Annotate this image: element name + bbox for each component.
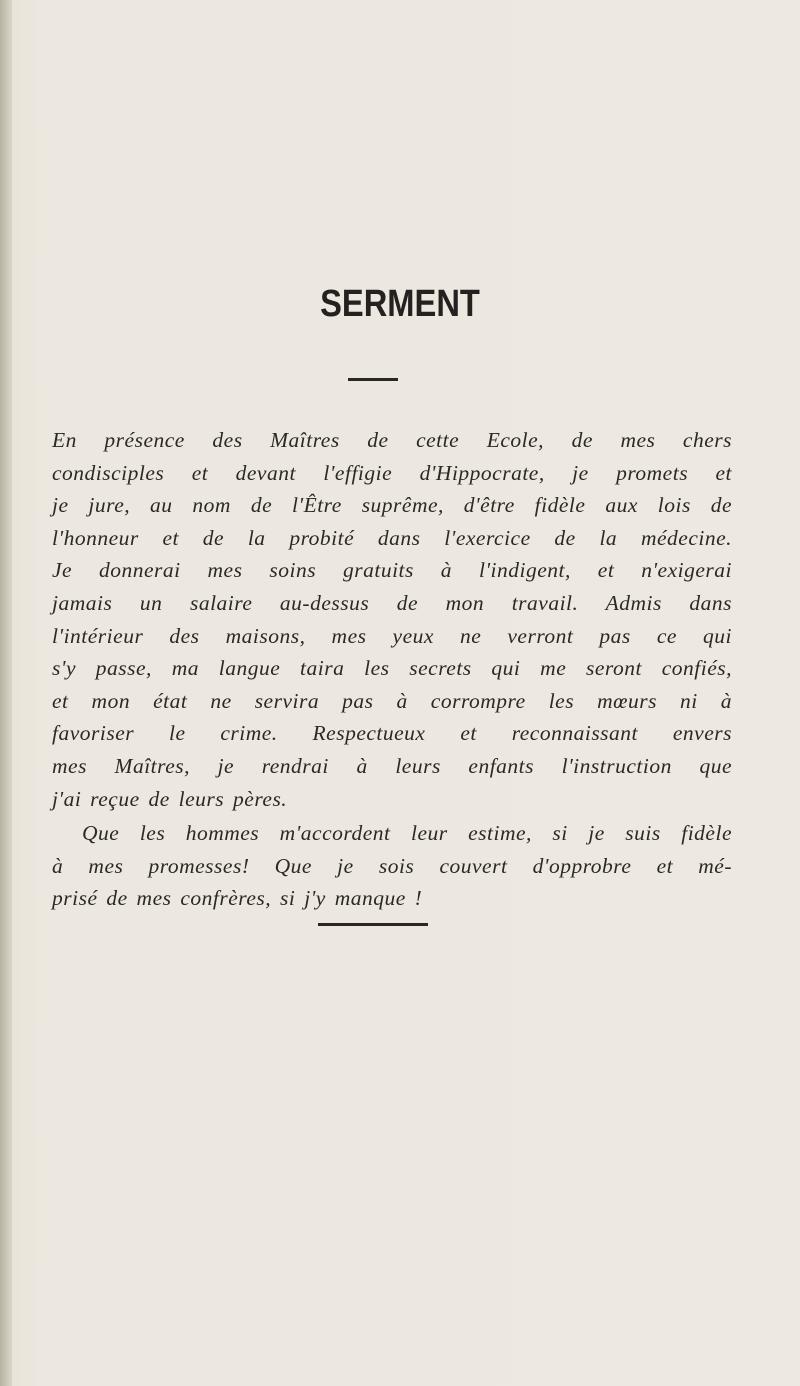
text-line: j'ai reçue de leurs pères. [52, 786, 288, 811]
oath-paragraph-1 [52, 424, 732, 815]
text-line: favoriser le crime. Respectueux et reconnaissant envers [52, 721, 732, 746]
text-line: Je donnerai mes soins gratuits à l'indigent, et n'exigerai [52, 558, 732, 583]
text-line: En présence des Maîtres de cette Ecole, de mes chers [52, 428, 732, 452]
text-line: condisciples et devant l'effigie d'Hippocrate, je promets et [52, 460, 732, 485]
text-line: s'y passe, ma langue taira les secrets qui me seront confiés, [52, 656, 732, 681]
text-line: l'intérieur des maisons, mes yeux ne verront pas ce qui [52, 623, 732, 648]
oath-paragraph-2 [52, 817, 732, 915]
title-rule [348, 378, 398, 381]
text-line: prisé de mes confrères, si j'y manque ! [52, 886, 423, 911]
text-line: jamais un salaire au-dessus de mon travail. Admis dans [52, 590, 732, 615]
text-line: et mon état ne servira pas à corrompre les mœurs ni à [52, 688, 732, 713]
binding-edge [0, 0, 12, 1386]
text-line: je jure, au nom de l'Être suprême, d'être fidèle aux lois de [52, 493, 732, 518]
oath-text [52, 424, 732, 915]
text-line: Que les hommes m'accordent leur estime, si je suis fidèle [82, 821, 732, 846]
closing-rule [318, 923, 428, 926]
text-line: à mes promesses! Que je sois couvert d'opprobre et mé- [52, 853, 732, 878]
text-line: l'honneur et de la probité dans l'exercice de la médecine. [52, 525, 732, 550]
document-title: SERMENT [320, 283, 480, 325]
text-line: mes Maîtres, je rendrai à leurs enfants l'instruction que [52, 753, 732, 778]
